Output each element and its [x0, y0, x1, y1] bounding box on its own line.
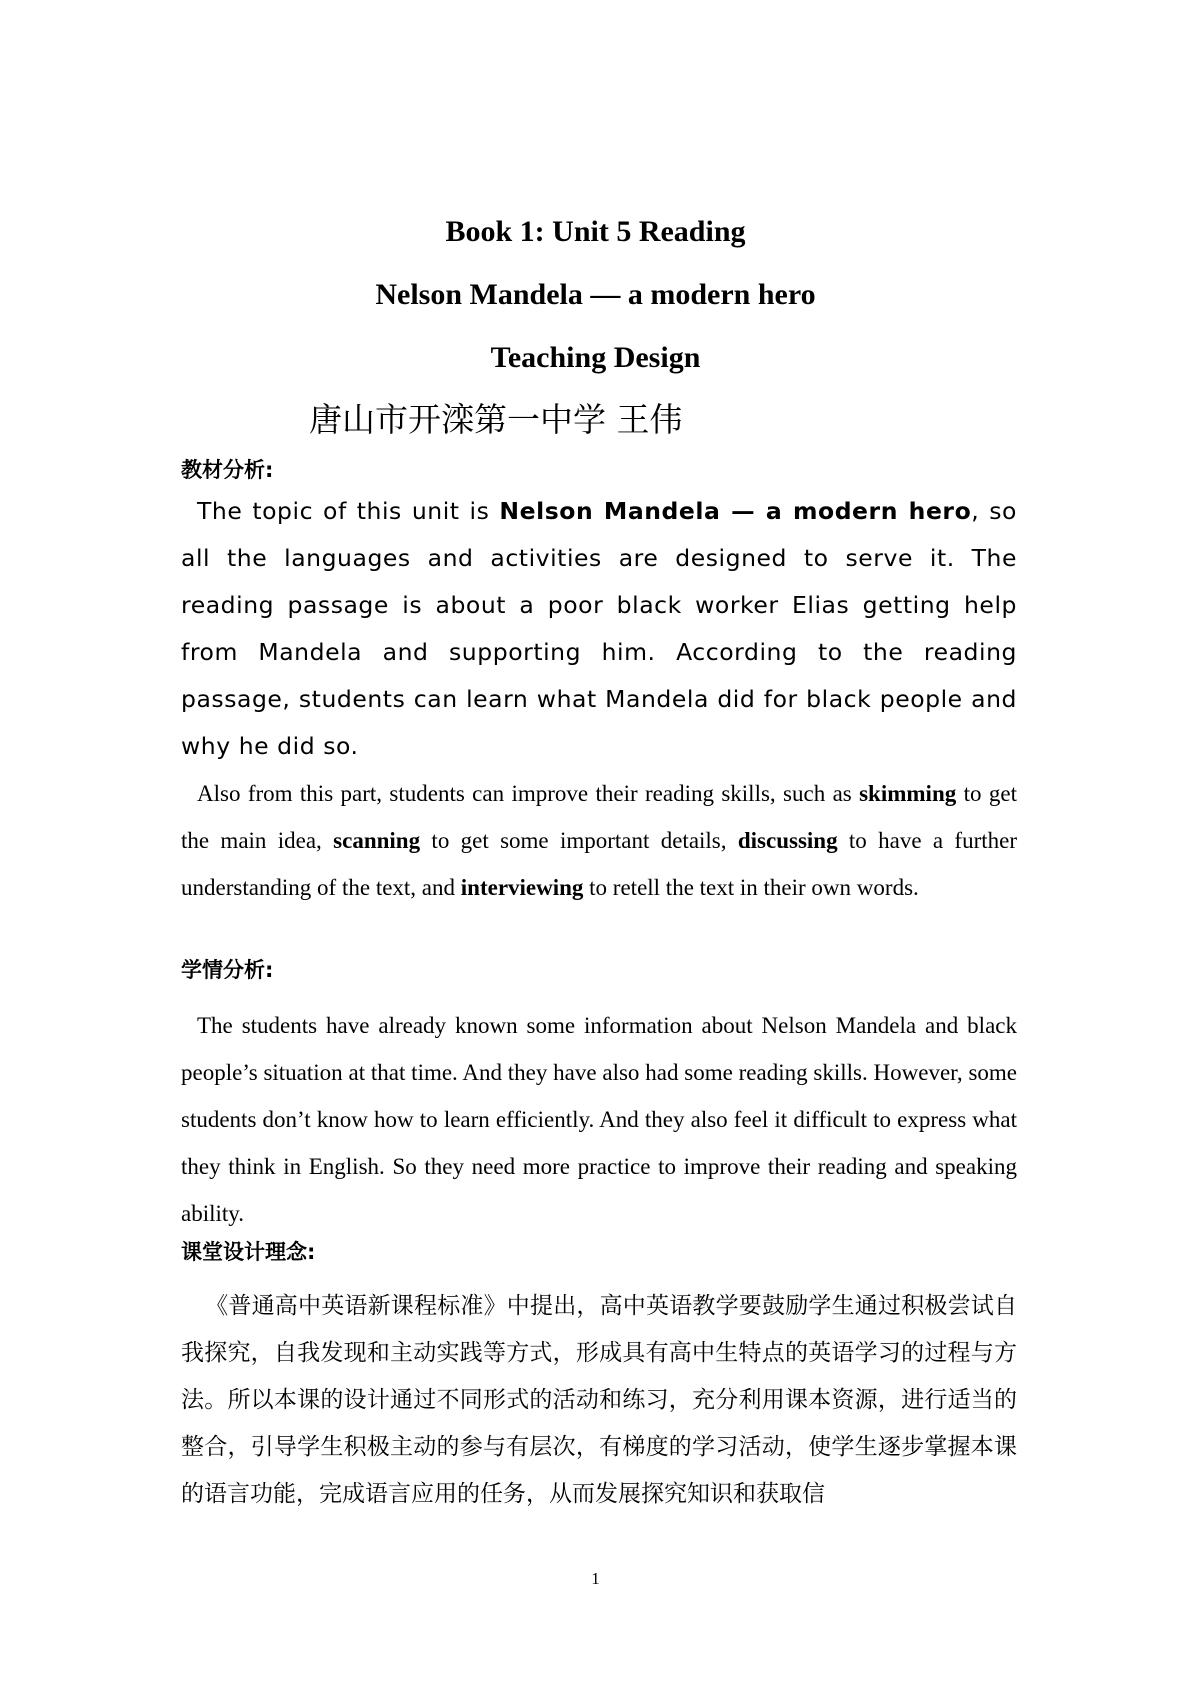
document-type-title: Teaching Design: [490, 341, 701, 374]
design-concept-text: 《普通高中英语新课程标准》中提出，高中英语教学要鼓励学生通过积极尝试自我探究，自我发现和主动实践等方式，形成具有高中生特点的英语学习的过程与方法。所以本课的设计通过不同形式的活动和练习，充分利用课本资源，进行适当的整合，引导学生积极主动的参与有层次，有梯度的学习活动，使学生逐步掌握本课的语言功能，完成语言应用的任务，从而发展探究知识和获取信: [181, 1293, 1017, 1507]
document-title: Book 1: Unit 5 Reading: [445, 215, 746, 248]
author-line: 唐山市开滦第一中学 王伟: [309, 400, 683, 439]
student-analysis-text: The students have already known some information about Nelson Mandela and black people’s situation at that time. And they have also had some reading skills. However, some students don’t know how to learn efficiently. And they also feel it difficult to express what they think in English. So they need more practice to improve their reading and speaking ability.: [181, 1013, 1017, 1226]
student-analysis-paragraph: [181, 1002, 1017, 1237]
design-concept-heading: 课堂设计理念:: [181, 1240, 316, 1264]
student-analysis-heading: 学情分析:: [181, 958, 274, 982]
p2-text-2: to get the main idea,: [181, 781, 1017, 853]
p1-text-start: The topic of this unit is: [197, 497, 500, 525]
p2-text-1: Also from this part, students can improve their reading skills, such as: [197, 781, 860, 806]
p2-text-4: to have a further understanding of the text, and: [181, 828, 1018, 900]
p2-bold-interviewing: interviewing: [460, 875, 584, 900]
p2-bold-discussing: discussing: [737, 828, 838, 853]
design-concept-paragraph: [181, 1283, 1017, 1518]
p2-text-5: to retell the text in their own words.: [583, 875, 919, 900]
page-number: 1: [591, 1569, 600, 1588]
material-analysis-paragraph-1: [181, 488, 1017, 770]
p1-bold-topic: Nelson Mandela — a modern hero: [499, 497, 972, 525]
material-analysis-heading: 教材分析:: [181, 458, 274, 482]
material-analysis-paragraph-2: [181, 770, 1017, 911]
p2-bold-skimming: skimming: [859, 781, 957, 806]
p1-text-end: , so all the languages and activities are designed to serve it. The reading passage is about a poor black worker Elias getting help from Mandela and supporting him. According to the reading passage, students can learn what Mandela did for black people and why he did so.: [181, 497, 1017, 760]
p2-text-3: to get some important details,: [420, 828, 738, 853]
document-subtitle: Nelson Mandela — a modern hero: [375, 278, 816, 311]
p2-bold-scanning: scanning: [333, 828, 421, 853]
